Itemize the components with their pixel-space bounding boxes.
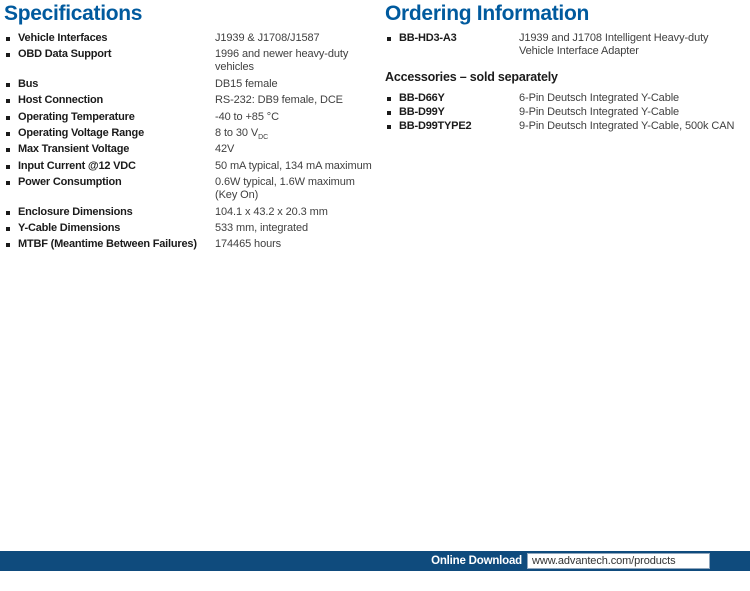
spec-value: 1996 and newer heavy-duty vehicles (215, 48, 349, 74)
spec-value: DB15 female (215, 77, 278, 90)
accessories-list (385, 92, 746, 133)
spec-label: Vehicle Interfaces (18, 32, 108, 44)
spec-label: Max Transient Voltage (18, 143, 130, 156)
bullet-icon (6, 148, 10, 152)
specifications-title: Specifications (4, 2, 143, 25)
spec-row (4, 94, 376, 107)
spec-label: Y-Cable Dimensions (18, 221, 121, 234)
ordering-section (385, 2, 746, 134)
order-model: BB-D66Y (399, 92, 445, 104)
spec-value: J1939 & J1708/J1587 (215, 32, 320, 44)
spec-value: -40 to +85 °C (215, 110, 279, 123)
ordering-title: Ordering Information (385, 2, 590, 25)
spec-value: 0.6W typical, 1.6W maximum (Key On) (215, 176, 376, 202)
order-description: 9-Pin Deutsch Integrated Y-Cable (519, 106, 680, 118)
bullet-icon (387, 111, 391, 115)
spec-label: Operating Temperature (18, 110, 135, 123)
bullet-icon (6, 132, 10, 136)
bullet-icon (6, 211, 10, 215)
spec-label: Enclosure Dimensions (18, 205, 133, 218)
spec-row (4, 238, 376, 251)
spec-value: 42V (215, 143, 235, 156)
order-model: BB-D99TYPE2 (399, 120, 472, 132)
spec-row (4, 127, 376, 140)
spec-value: 50 mA typical, 134 mA maximum (215, 159, 372, 172)
spec-value: RS-232: DB9 female, DCE (215, 94, 343, 107)
download-url-text[interactable]: www.advantech.com/products (532, 555, 676, 567)
spec-label: OBD Data Support (18, 48, 112, 61)
ordering-list (385, 32, 746, 58)
spec-value: 104.1 x 43.2 x 20.3 mm (215, 205, 328, 218)
bullet-icon (387, 97, 391, 101)
spec-label: Host Connection (18, 94, 103, 107)
spec-row (4, 143, 376, 156)
order-description: J1939 and J1708 Intelligent Heavy-duty Vehicle Interface Adapter (519, 32, 709, 57)
bullet-icon (6, 37, 10, 41)
order-description: 9-Pin Deutsch Integrated Y-Cable, 500k CAN (519, 120, 735, 132)
order-row (385, 92, 746, 105)
spec-value: 174465 hours (215, 238, 282, 251)
bullet-icon (6, 165, 10, 169)
spec-row (4, 222, 376, 235)
accessories-heading: Accessories – sold separately (385, 70, 558, 84)
bullet-icon (387, 37, 391, 41)
bullet-icon (387, 125, 391, 129)
bullet-icon (6, 116, 10, 120)
download-url-box[interactable] (527, 553, 710, 569)
spec-value: 8 to 30 $V_{DC}$ (215, 126, 269, 142)
spec-row (4, 206, 376, 219)
bullet-icon (6, 99, 10, 103)
order-row (385, 106, 746, 119)
spec-label: Operating Voltage Range (18, 126, 144, 139)
spec-row (4, 48, 376, 74)
spec-row (4, 78, 376, 91)
spec-value: 533 mm, integrated (215, 221, 308, 234)
bullet-icon (6, 243, 10, 247)
bullet-icon (6, 227, 10, 231)
order-description: 6-Pin Deutsch Integrated Y-Cable (519, 92, 680, 104)
bullet-icon (6, 181, 10, 185)
order-row (385, 120, 746, 133)
spec-value-line2: (Key On) (215, 189, 259, 202)
spec-label: MTBF (Meantime Between Failures) (18, 238, 197, 251)
spec-label: Input Current @12 VDC (18, 159, 136, 172)
order-model: BB-D99Y (399, 106, 445, 118)
spec-row (4, 111, 376, 124)
value-subscript: DC (258, 134, 269, 142)
spec-label: Bus (18, 77, 39, 90)
spec-label: Power Consumption (18, 176, 122, 189)
online-download-label: Online Download (431, 555, 522, 567)
bullet-icon (6, 53, 10, 57)
bullet-icon (6, 83, 10, 87)
order-row (385, 32, 746, 58)
spec-row (4, 32, 376, 45)
specifications-list (4, 32, 376, 251)
footer-bar (0, 551, 750, 571)
order-model: BB-HD3-A3 (399, 32, 457, 44)
specifications-section (4, 2, 376, 255)
spec-row (4, 160, 376, 173)
spec-row (4, 176, 376, 202)
